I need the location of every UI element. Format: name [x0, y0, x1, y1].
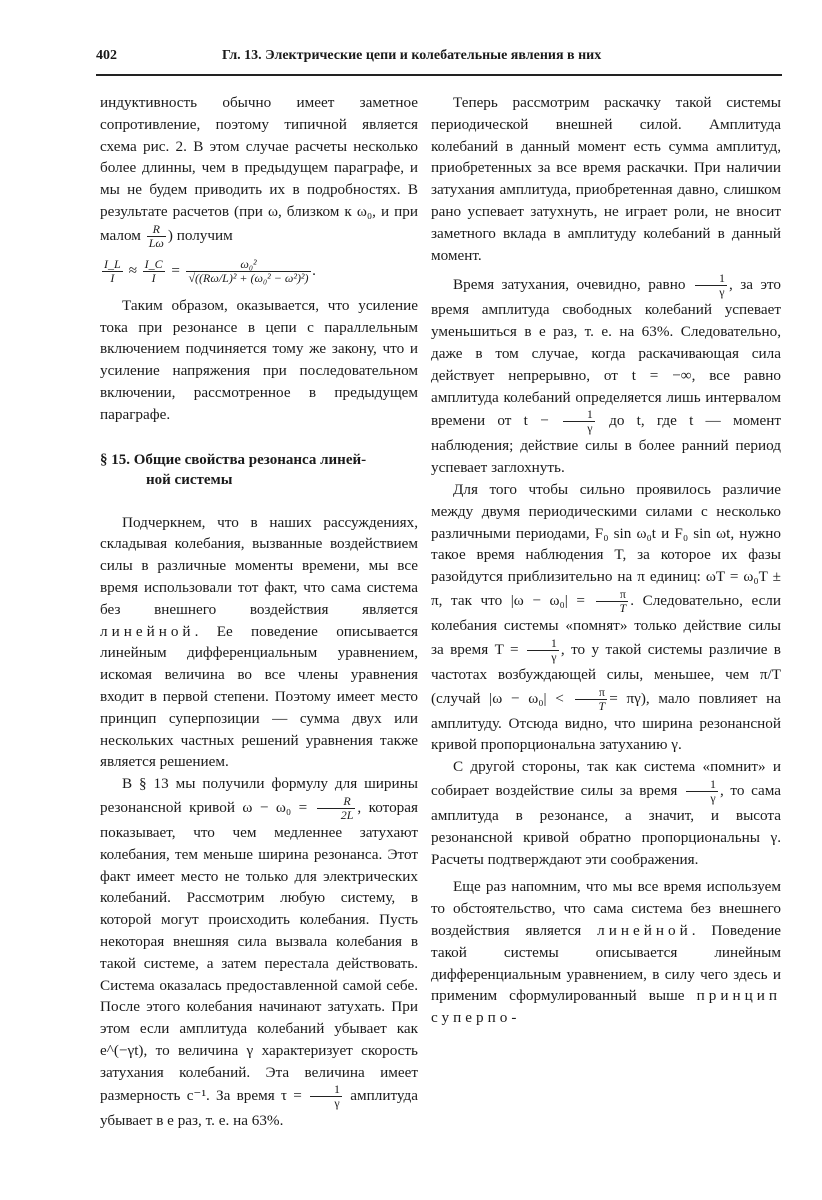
paragraph: Для того чтобы сильно проявилось различие между двумя периодическими силами с несколько различными периодами, F₀ sin ω₀t и F₀ sin ωt, нужно такое время наблюдения T, за которое их фазы разойдутся приблизительно на π единиц: ωT = ω₀T ± π, так что |ω − ω₀| = $\frac{\pi}{T}$ . Следовательно, если колебания системы «помнят» только действие силы за время T = $\frac{1}{\gamma}$ , то у такой системы различие в частотах возбуждающей силы, меньшее, чем π/T (случай |ω − ω₀| < $\frac{\pi}{T}$ = πγ), мало повлияет на амплитуду. Отсюда видно, что ширина резонансной кривой пропорциональна затуханию γ.: [431, 480, 782, 754]
equation: $\frac{I\_L}{I}$ ≈ $\frac{I\_C}{I}$ = $\frac{\text{ω₀²}}{\text{√((Rω/L)² + (ω₀² − ω²)²)}}$ .: [104, 256, 317, 285]
right-column: [431, 92, 781, 1029]
paragraph: Подчеркнем, что в наших рассуждениях, складывая колебания, вызванные воздействием силы в различные моменты времени, мы все время использовали тот факт, что сама система без внешнего воздействия является линейной. Ее поведение описывается линейным дифференциальным уравнением, искомая величина во все члены уравнения входит в первой степени. Поэтому имеет место принцип суперпозиции — сумма двух или нескольких частных решений уравнения также является решением.: [100, 513, 418, 771]
section-heading: § 15. Общие свойства резонанса линей- ной системы: [100, 451, 367, 488]
book-page: [96, 40, 782, 1130]
paragraph: Время затухания, очевидно, равно $\frac{1}{\gamma}$ , за это время амплитуда свободных колебаний успевает уменьшиться в e раз, т. е. на 63%. Следовательно, даже в том случае, когда раскачивающая сила действует непрерывно, от t = −∞, все равно амплитуда колебаний определяется лишь интервалом времени от t − $\frac{1}{\gamma}$ до t, где t — момент наблюдения; действие силы в более ранний период успевает заглохнуть.: [431, 271, 782, 477]
running-head: [96, 40, 782, 76]
fraction: $\frac{R}{L\omega}$: [148, 221, 164, 250]
paragraph: Теперь рассмотрим раскачку такой системы периодической внешней силой. Амплитуда колебаний в данный момент есть сумма амплитуд, приобретенных за все время раскачки. При наличии затухания амплитуда, приобретенная давно, слишком рано успевает затухнуть, не играет роли, не вносит заметного вклада в амплитуду колебаний в данный момент.: [431, 94, 781, 264]
chapter-title: Гл. 13. Электрические цепи и колебательные явления в них: [222, 48, 602, 63]
page-number: 402: [96, 48, 117, 63]
paragraph: В § 13 мы получили формулу для ширины резонансной кривой ω − ω₀ = $\frac{R}{2L}$ , которая показывает, что чем медленнее затухают колебания, тем меньше ширина резонанса. Этот факт имеет место не только для электрических колебаний. Рассмотрим любую систему, в которой могут происходить колебания. Пусть некоторая внешняя сила вызвала колебания в такой системе, а затем перестала действовать. Система оказалась предоставленной самой себе. После этого колебания начинают затухать. При этом если амплитуда колебаний убывает как e^(−γt), то величина γ характеризует скорость затухания колебаний. Эта величина имеет размерность с⁻¹. За время τ = $\frac{1}{\gamma}$ амплитуда убывает в e раз, т. е. на 63%.: [100, 775, 419, 1130]
paragraph: индуктивность обычно имеет заметное сопротивление, поэтому типичной является схема рис. 2. В этом случае расчеты несколько более длинны, чем в предыдущем параграфе, и мы не будем приводить их в подробностях. В результате расчетов (при ω, близком к ω₀, и при малом $\frac{R}{L\omega}$ ) получим: [100, 94, 418, 250]
paragraph: Еще раз напомним, что мы все время используем то обстоятельство, что сама система без внешнего воздействия является линейной. Поведение такой системы описывается линейным дифференциальным уравнением, в силу чего здесь и применим сформулированный выше принцип суперпо-: [431, 878, 781, 1027]
paragraph: Таким образом, оказывается, что усиление тока при резонансе в цепи с параллельным включением подчиняется тому же закону, что и усиление напряжения при последовательном включении, рассмотренное в предыдущем параграфе.: [100, 296, 418, 423]
left-column: [100, 92, 418, 1132]
paragraph: С другой стороны, так как система «помнит» и собирает воздействие силы за время $\frac{1}{\gamma}$ , то сама амплитуда в резонансе, а значит, и высота резонансной кривой обратно пропорциональны γ. Расчеты подтверждают эти соображения.: [431, 758, 781, 868]
